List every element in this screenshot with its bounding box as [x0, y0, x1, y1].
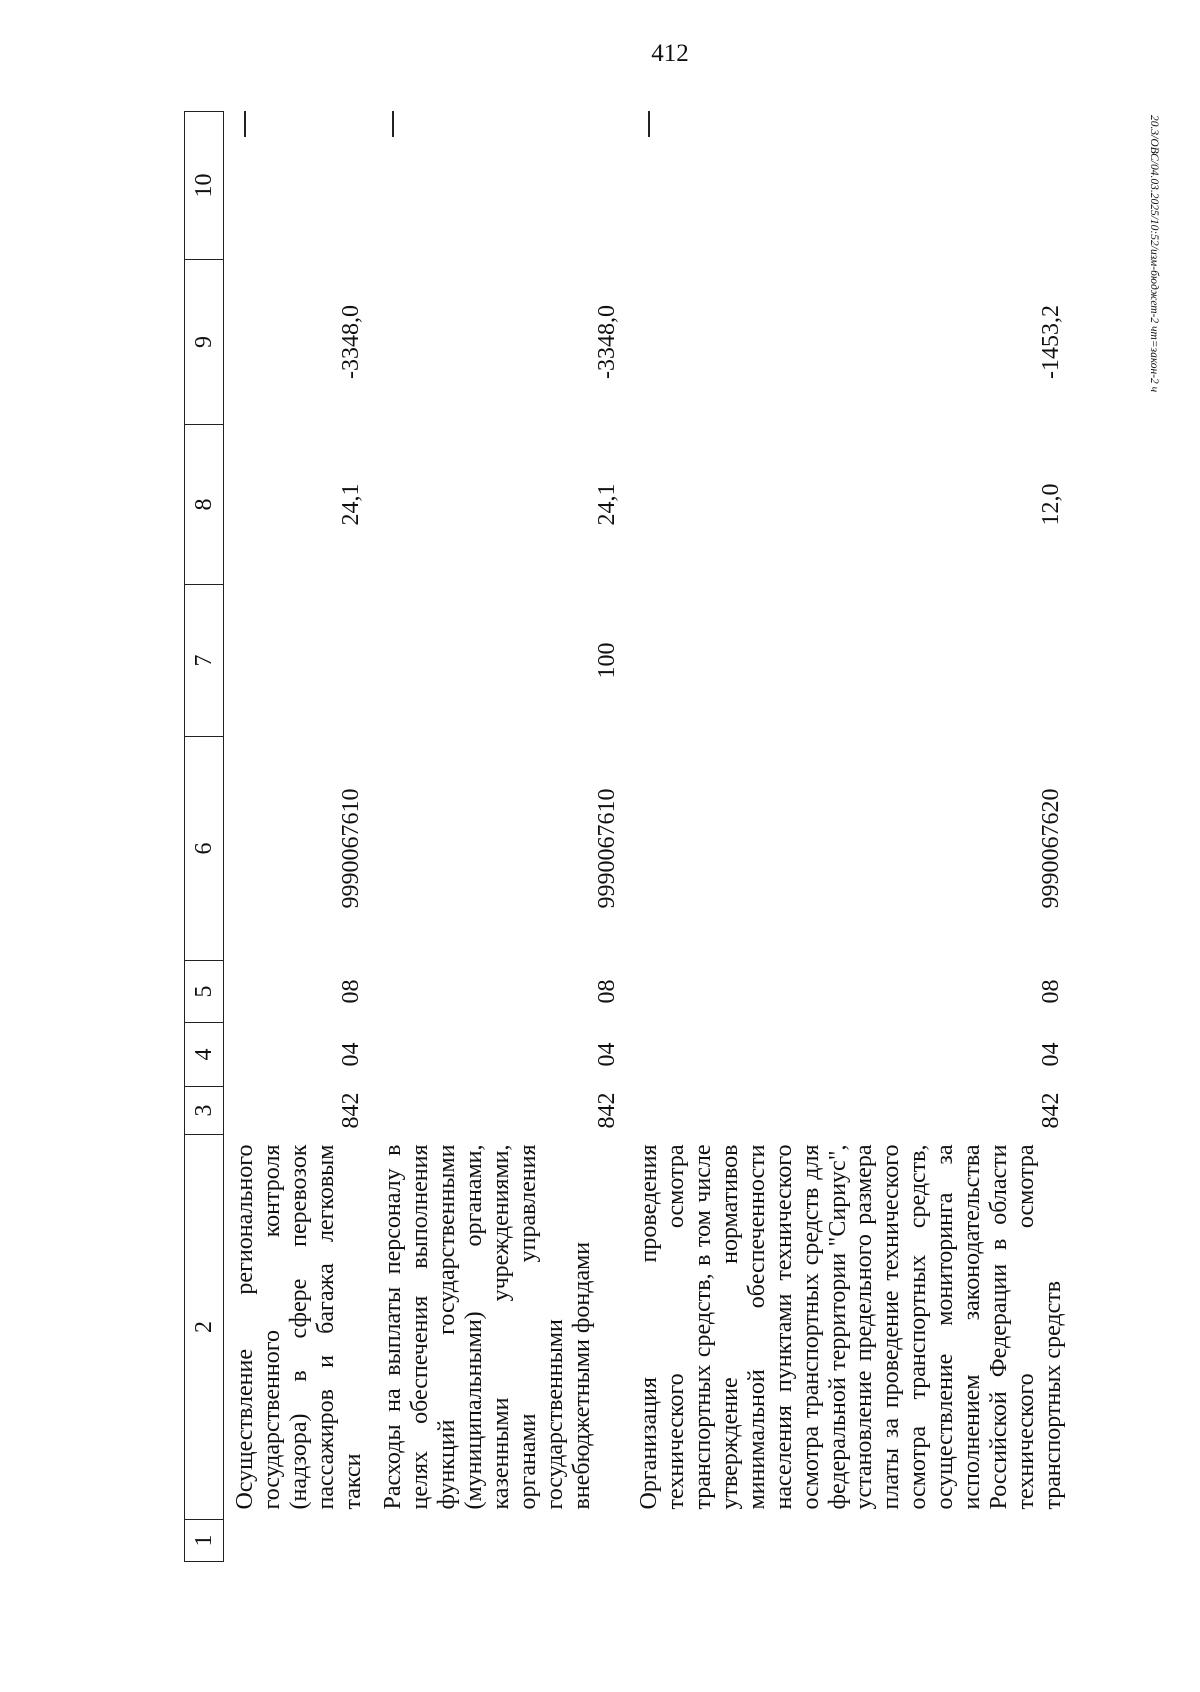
table-row [224, 112, 373, 1562]
column-header: 8 [185, 425, 224, 585]
cell-col1 [224, 1520, 373, 1562]
ministry-code: 842 [337, 1092, 364, 1129]
section-code: 04 [593, 1042, 620, 1067]
amount-col9: -3348,0 [593, 305, 620, 379]
column-header: 9 [185, 260, 224, 425]
subsection-code: 08 [1037, 979, 1064, 1004]
page-number: 412 [651, 40, 689, 67]
document-code-footer: 20.3/ОВС/04.03.2025/10:52/изм-бюджет-2 чт=закон-2 ч [1148, 115, 1160, 393]
column-header: 1 [185, 1520, 224, 1562]
column-header: 4 [185, 1023, 224, 1087]
dash-mark [392, 112, 394, 138]
expense-type-code [224, 585, 373, 737]
table-row [372, 112, 628, 1562]
ministry-code: 842 [593, 1092, 620, 1129]
expense-type-code [628, 585, 1072, 737]
column-header: 7 [185, 585, 224, 737]
budget-table-container [184, 112, 1134, 1562]
expense-name: Организация проведения технического осмотра транспортных средств, в том числе утверждение нормативов минимальной обеспеченности населения пунктами технического осмотра транспортных средств для федеральной территории "Сириус", установление предельного размера платы за проведение технического осмотра транспортных средств, осуществление мониторинга за исполнением законодательства Российской Федерации в области технического осмотра транспортных средств [636, 1144, 1066, 1510]
amount-col9: -1453,2 [1037, 305, 1064, 379]
section-code: 04 [1037, 1042, 1064, 1067]
column-header: 10 [185, 112, 224, 260]
amount-col8: 12,0 [1037, 483, 1064, 526]
amount-col10 [372, 112, 628, 260]
cell-col1 [628, 1520, 1072, 1562]
cell-col1 [372, 1520, 628, 1562]
subsection-code: 08 [593, 979, 620, 1004]
table-header-row [185, 112, 224, 1562]
amount-col8: 24,1 [593, 483, 620, 526]
column-header: 3 [185, 1087, 224, 1135]
dash-mark [244, 112, 246, 138]
column-header: 5 [185, 961, 224, 1023]
amount-col8: 24,1 [337, 483, 364, 526]
dash-mark [648, 112, 650, 138]
amount-col9: -3348,0 [337, 305, 364, 379]
section-code: 04 [337, 1042, 364, 1067]
target-article-code: 9990067610 [337, 788, 364, 909]
expense-type-code: 100 [593, 642, 620, 679]
target-article-code: 9990067610 [593, 788, 620, 909]
column-header: 2 [185, 1135, 224, 1520]
amount-col10 [628, 112, 1072, 260]
subsection-code: 08 [337, 979, 364, 1004]
expense-name: Расходы на выплаты персоналу в целях обеспечения выполнения функций государственными (муниципальными) органами, казенными учреждениями, органами управления государственными внебюджетными фондами [380, 1144, 595, 1510]
target-article-code: 9990067620 [1037, 788, 1064, 909]
expense-name: Осуществление регионального государственного контроля (надзора) в сфере перевозок пассажиров и багажа легковым такси [232, 1144, 366, 1510]
amount-col10 [224, 112, 373, 260]
budget-table [184, 111, 1072, 1562]
ministry-code: 842 [1037, 1092, 1064, 1129]
table-row [628, 112, 1072, 1562]
column-header: 6 [185, 737, 224, 961]
